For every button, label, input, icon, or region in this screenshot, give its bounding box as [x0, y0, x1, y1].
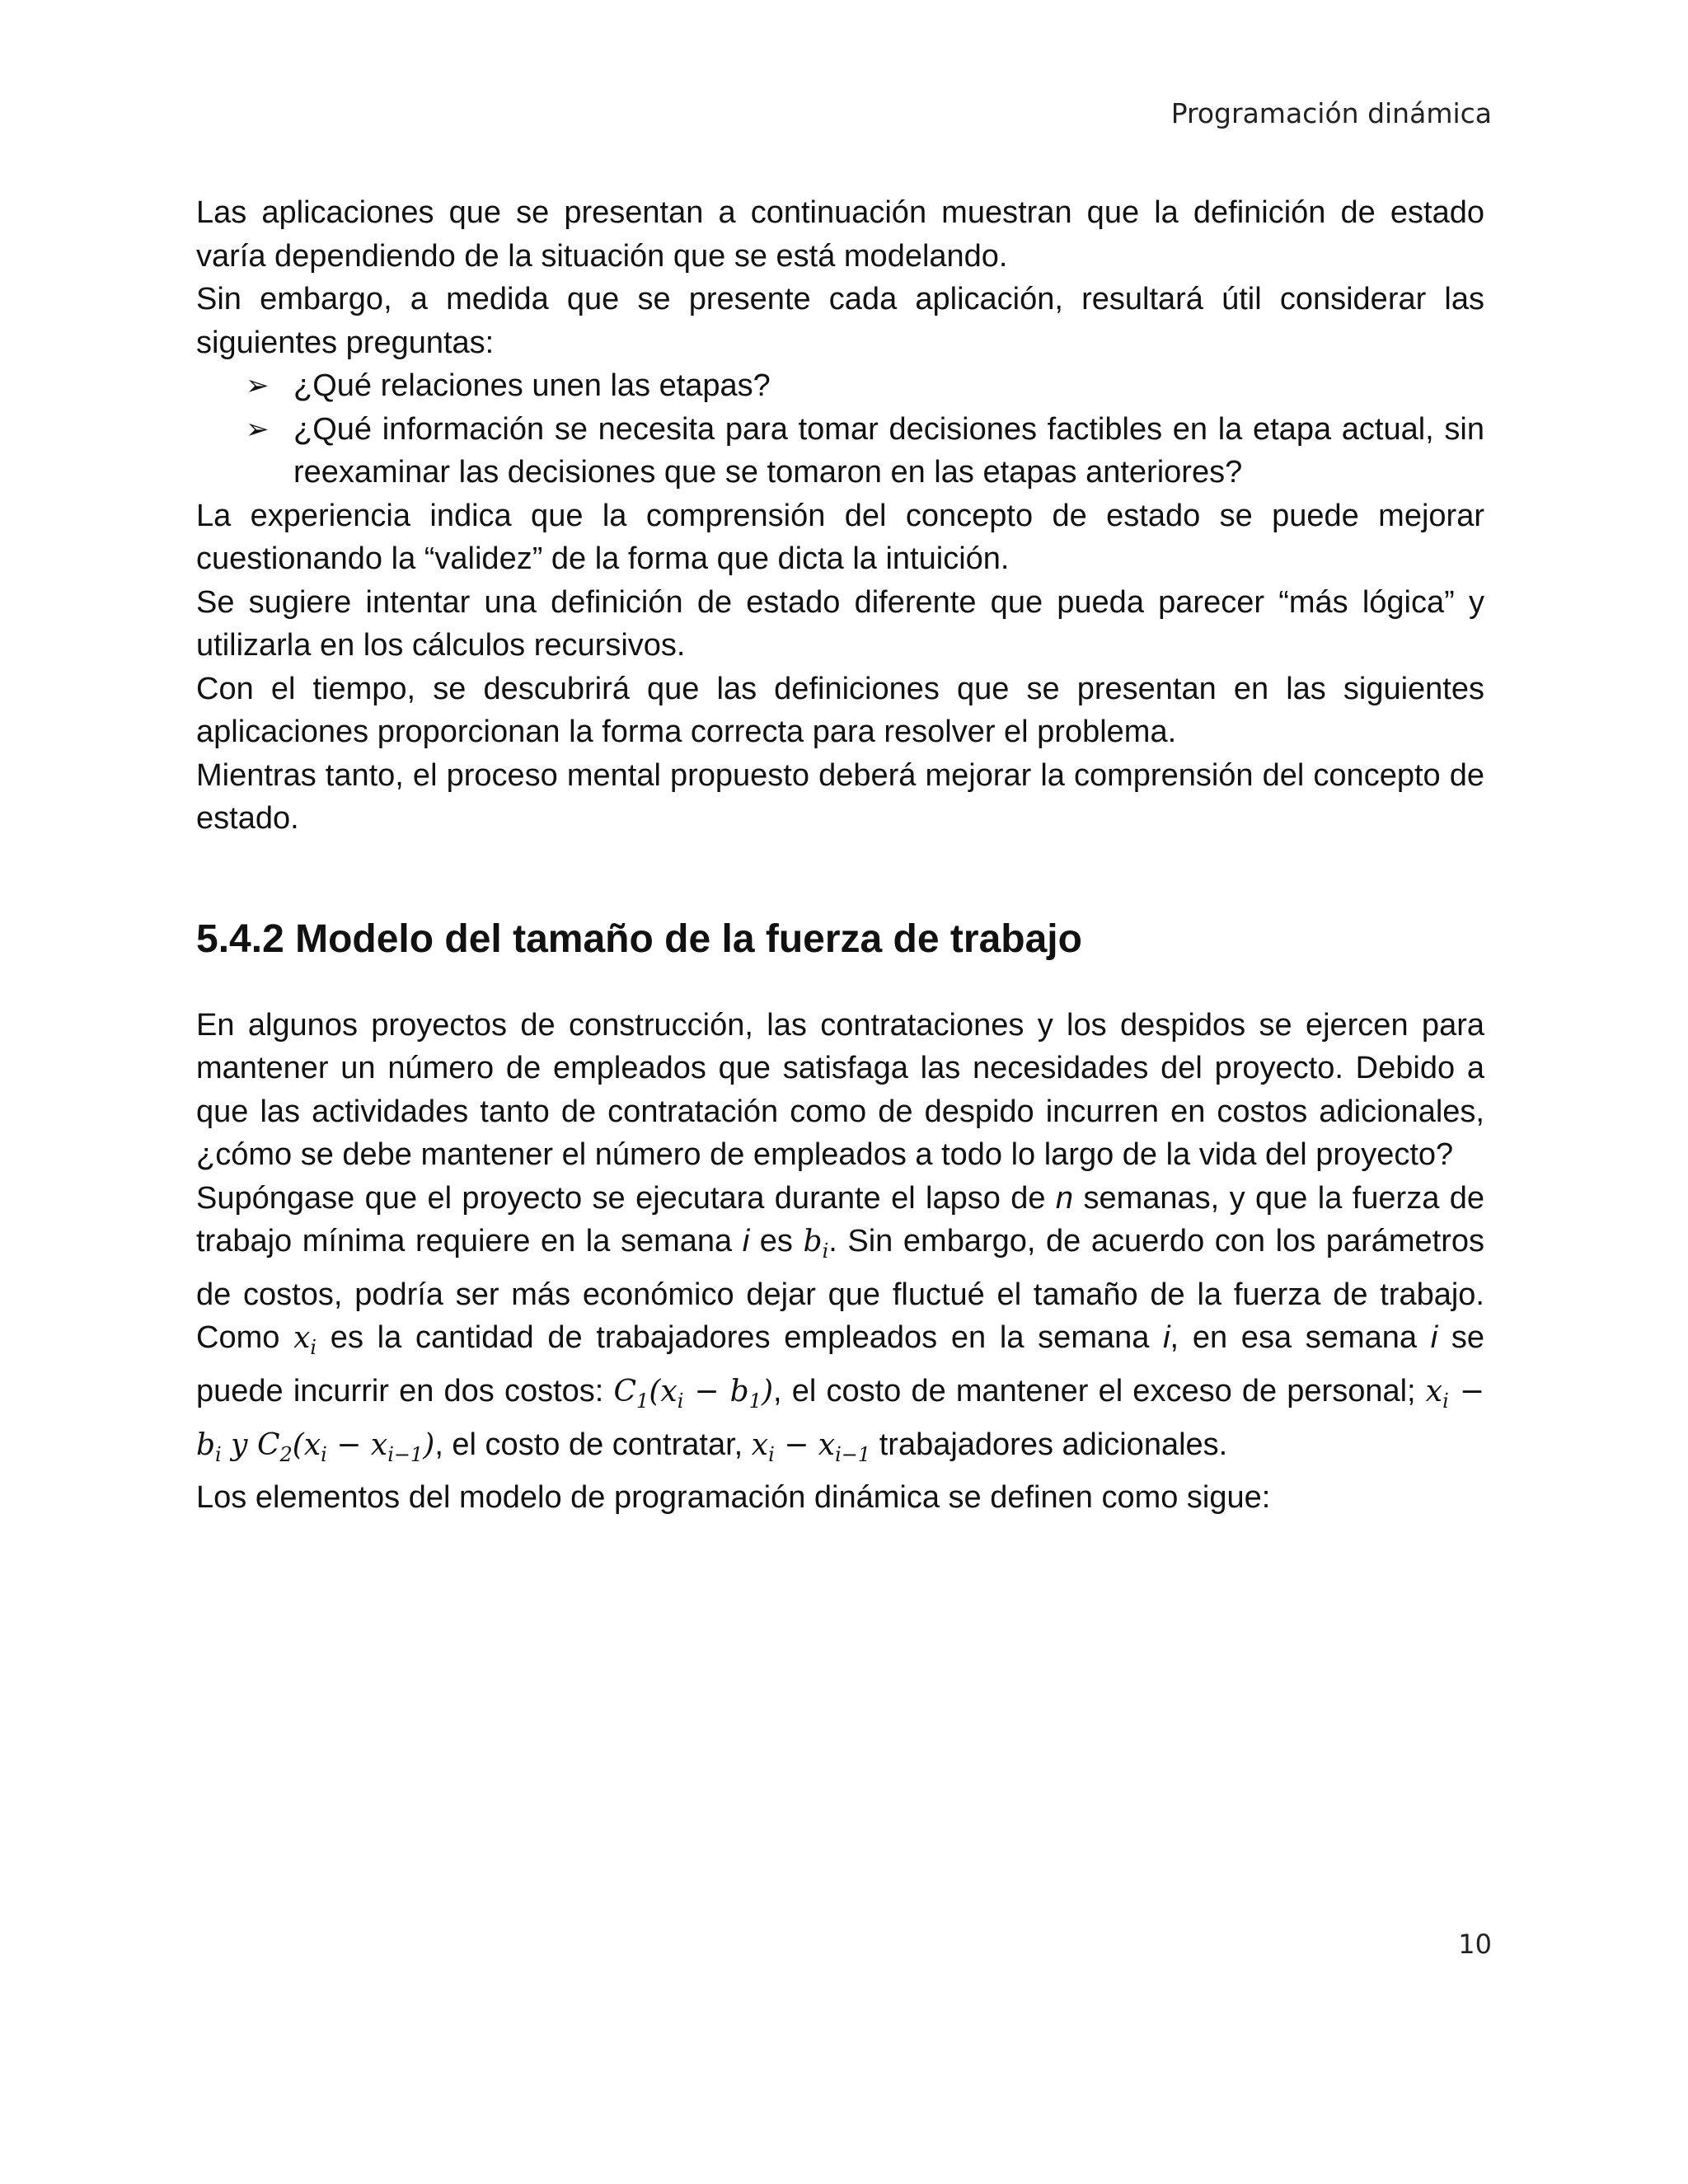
math-excess-and-c2: $x_i - b_i$ y $C_2(x_i - x_{i-1})$ [196, 1374, 1484, 1466]
page-content [196, 191, 1484, 1520]
intro-paragraph-3: La experiencia indica que la comprensión del concepto de estado se puede mejorar cuestionando la “validez” de la forma que dicta la intuición. [196, 498, 1484, 576]
intro-paragraph-5: Con el tiempo, se descubrirá que las definiciones que se presentan en las siguientes aplicaciones proporcionan la forma correcta para resolver el problema. [196, 671, 1484, 749]
math-b-i: $b_i$ [803, 1225, 829, 1263]
variable-i: i [742, 1224, 750, 1258]
intro-paragraph-4: Se sugiere intentar una definición de estado diferente que pueda parecer “más lógica” y utilizarla en los cálculos recursivos. [196, 584, 1484, 663]
arrow-bullet-icon: ➢ [246, 413, 270, 445]
intro-paragraph-1: Las aplicaciones que se presentan a continuación muestran que la definición de estado varía dependiendo de la situación que se está modelando. [196, 195, 1484, 274]
page-number: 10 [1458, 1929, 1492, 1960]
section-body [196, 1004, 1484, 1520]
section-paragraph-1: En algunos proyectos de construcción, las contrataciones y los despidos se ejercen para mantener un número de empleados que satisfaga las necesidades del proyecto. Debido a que las actividades tanto de contratación como de despido incurren en costos adicionales, ¿cómo se debe mantener el número de empleados a todo lo largo de la vida del proyecto? [196, 1007, 1484, 1172]
list-item-text: ¿Qué relaciones unen las etapas? [293, 368, 771, 403]
list-item [246, 408, 1484, 494]
variable-i: i [1430, 1320, 1438, 1356]
arrow-bullet-icon: ➢ [246, 370, 270, 401]
section-heading: 5.4.2 Modelo del tamaño de la fuerza de trabajo [196, 916, 1082, 961]
intro-paragraph-2: Sin embargo, a medida que se presente cada aplicación, resultará útil considerar las siguientes preguntas: [196, 282, 1484, 360]
running-header: Programación dinámica [1170, 97, 1492, 129]
list-item [246, 364, 1484, 408]
intro-paragraph-6: Mientras tanto, el proceso mental propuesto deberá mejorar la comprensión del concepto de estado. [196, 757, 1484, 836]
variable-n: n [1055, 1180, 1074, 1216]
math-hire-difference: $x_i - x_{i-1}$ [751, 1427, 871, 1466]
section-paragraph-3: Los elementos del modelo de programación dinámica se definen como sigue: [196, 1480, 1271, 1516]
questions-list [196, 364, 1484, 494]
math-x-i: $x_i$ [293, 1321, 317, 1360]
list-item-text: ¿Qué información se necesita para tomar decisiones factibles en la etapa actual, sin reexaminar las decisiones que se tomaron en las etapas anteriores? [293, 411, 1484, 490]
math-cost-c1: $C_1(x_i - b_1)$ [613, 1374, 774, 1413]
section-paragraph-2: Supóngase que el proyecto se ejecutara durante el lapso de n semanas, y que la fuerza de trabajo mínima requiere en la semana i es $b_i$. Sin embargo, de acuerdo con los parámetros de costos, podría ser más económico dejar que fluctué el tamaño de la fuerza de trabajo. Como $x_i$ es la cantidad de trabajadores empleados en la semana i, en esa semana i se puede incurrir en dos costos: $C_1(x_i - b_1)$, el costo de mantener el exceso de personal; $x_i - b_i$ y $C_2(x_i - x_{i-1})$, el costo de contratar, $x_i - x_{i-1}$ trabajadores adicionales. [196, 1180, 1485, 1466]
variable-i: i [1163, 1320, 1170, 1356]
